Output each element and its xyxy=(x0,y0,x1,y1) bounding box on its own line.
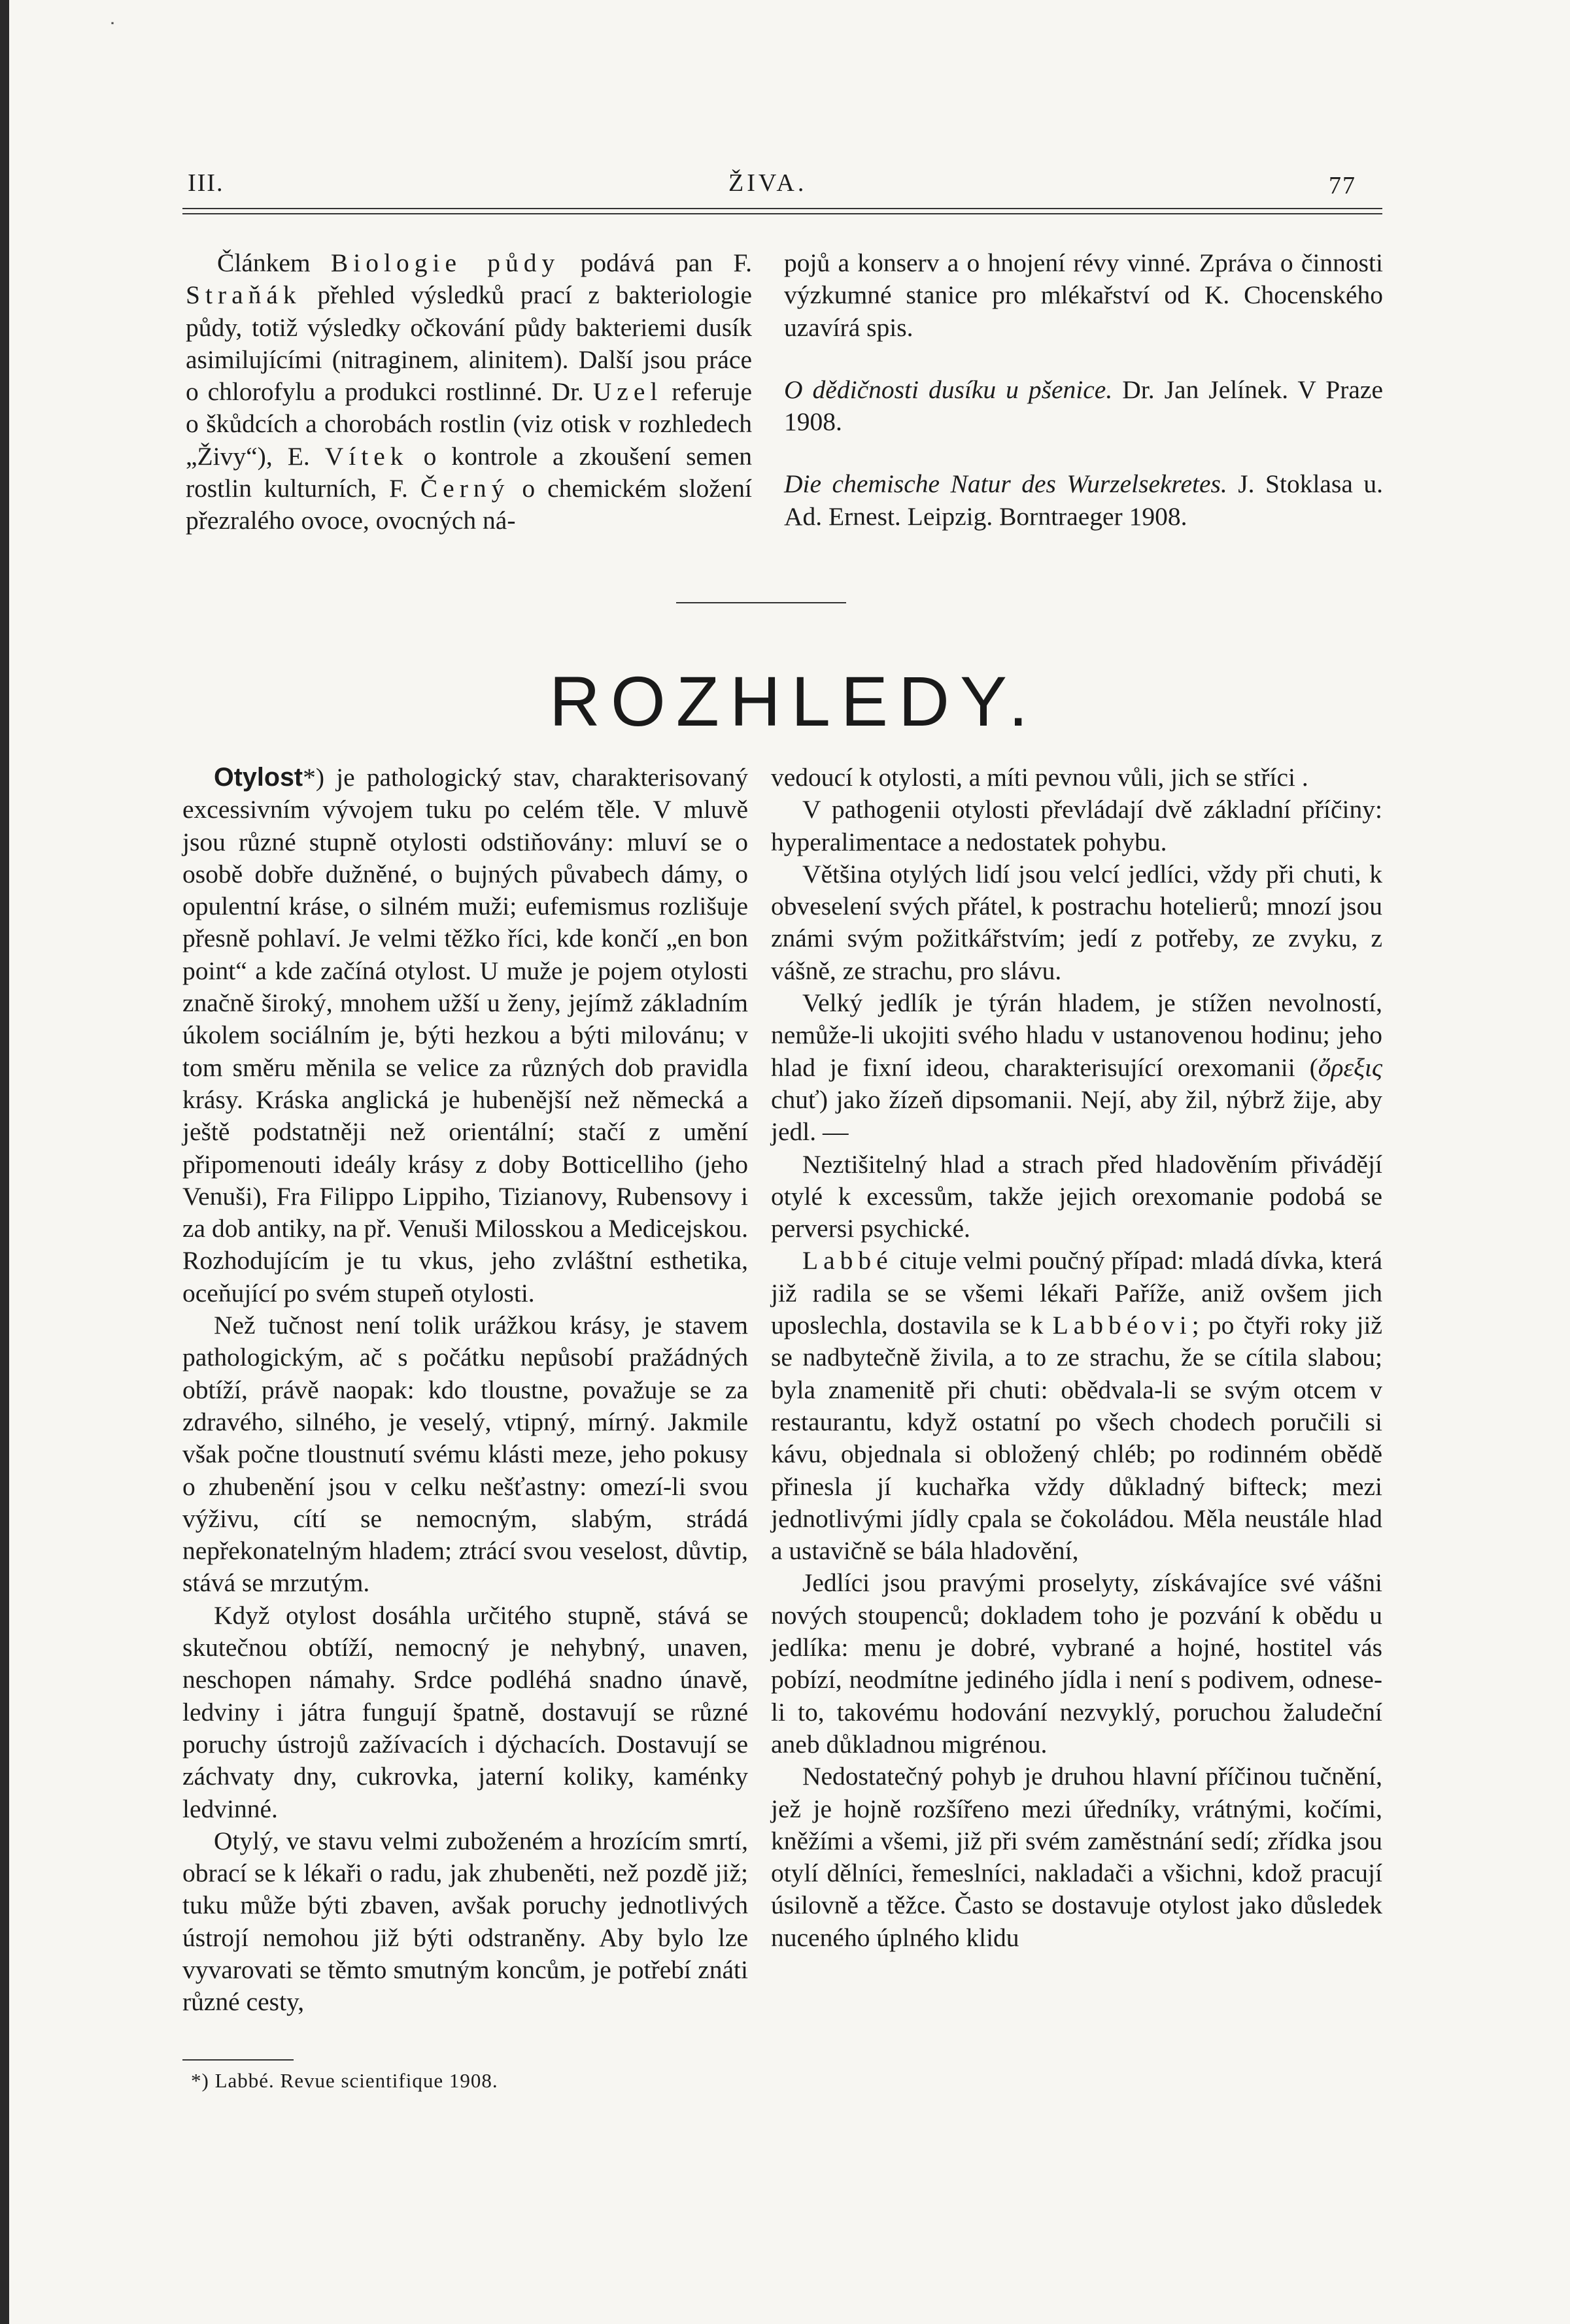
main-left-column xyxy=(182,762,748,2019)
header-rule xyxy=(182,208,1382,214)
paragraph: Nedostatečný pohyb je druhou hlavní příčinou tučnění, jež je hojně rozšířeno mezi úředníky, vrátnými, kočími, kněžími a všemi, již při svém zaměstnání sedí; zřídka jsou otylí dělníci, řemeslníci, nakladači a všichni, kdož pracují úsilovně a těžce. Často se dostavuje otylost jako důsledek nuceného úplného klidu xyxy=(771,1762,1382,1952)
paragraph: Neztišitelný hlad a strach před hladověním přivádějí otylé k excessům, takže jejich orexomanie podobá se perversi psychické. xyxy=(771,1149,1382,1243)
page-number: 77 xyxy=(1329,172,1356,199)
paragraph: Když otylost dosáhla určitého stupně, stává se skutečnou obtíží, nemocný je nehybný, unaven, neschopen námahy. Srdce podléhá snadno únavě, ledviny i játra fungují špatně, dostavují se různé poruchy ústrojů zažívacích i dýchacích. Dostavují se záchvaty dny, cukrovka, jaterní koliky, kaménky ledvinné. xyxy=(182,1600,748,1823)
main-right-column xyxy=(771,762,1382,1954)
scan-mark: ˙ xyxy=(107,18,118,43)
book-entry-1: O dědičnosti dusíku u pšenice. Dr. Jan Jelínek. V Praze 1908. xyxy=(784,375,1383,437)
journal-title: ŽIVA. xyxy=(728,169,808,197)
footnote-rule xyxy=(182,2059,294,2061)
top-right-column xyxy=(784,247,1383,533)
running-header xyxy=(182,162,1382,201)
book-title-1: O dědičnosti dusíku u pšenice. xyxy=(784,375,1113,404)
top-right-paragraph: pojů a konserv a o hnojení révy vinné. Zpráva o činnosti výzkumné stanice pro mlékařství od K. Chocenského uzavírá spis. xyxy=(784,248,1383,342)
scanned-page xyxy=(9,0,1570,2324)
paragraph: vedoucí k otylosti, a míti pevnou vůli, jich se stříci . xyxy=(771,763,1308,792)
book-title-2: Die chemische Natur des Wurzelsekretes. xyxy=(784,469,1227,499)
paragraph: Labbé cituje velmi poučný případ: mladá dívka, která již radila se se všemi lékaři Paříže, aniž ovšem jich uposlechla, dostavila se k Labbéovi; po čtyři roky již se nadbytečně živila, a to ze strachu, že se cítila slabou; byla znamenitě při chuti: obědvala-li se svým otcem v restaurantu, když ostatní po všech chodech poručili si kávu, objednala si obložený chléb; po rodinném obědě přinesla jí kuchařka vždy důkladný bifteck; mezi jednotlivými jídly cpala se čokoládou. Měla neustále hlad a ustavičně se bála hladovění, xyxy=(771,1246,1382,1566)
lead-word: Otylost xyxy=(214,763,303,792)
footnote: *) Labbé. Revue scientifique 1908. xyxy=(191,2069,498,2092)
footnote-marker: *) xyxy=(303,763,324,792)
section-separator xyxy=(676,602,846,603)
paragraph: Otylý, ve stavu velmi zuboženém a hrozícím smrtí, obrací se k lékaři o radu, jak zhubeněti, než pozdě již; tuku může býti zbaven, avšak poruchy jednotlivých ústrojí nemohou již býti odstraněny. Aby bylo lze vyvarovati se těmto smutným koncům, je potřebí znáti různé cesty, xyxy=(182,1826,748,2017)
top-left-column xyxy=(186,247,752,537)
paragraph: Jedlíci jsou pravými proselyty, získávajíce své vášni nových stoupenců; dokladem toho je pozvání k obědu u jedlíka: menu je dobré, vybrané a hojné, hostitel vás pobízí, neodmítne jediného jídla i není s podivem, odnese-li to, takovému hodování nezvyklý, poruchou žaludeční aneb důkladnou migrénou. xyxy=(771,1568,1382,1759)
paragraph-otylost: Otylost*) je pathologický stav, charakterisovaný excessivním vývojem tuku po celém těle. V mluvě jsou různé stupně otylosti odstiňovány: mluví se o osobě dobře dužněné, o bujných půvabech dámy, o opulentní kráse, o silném muži; eufemismus rozlišuje přesně pohlaví. Je velmi těžko říci, kde končí „en bon point“ a kde začíná otylost. U muže je pojem otylosti značně široký, mnohem užší u ženy, jejímž základním úkolem sociálním je, býti hezkou a býti milovánu; v tom směru měnila se velice za různých dob pravidla krásy. Kráska anglická je hubenější než německá a ještě podstatněji než orientální; stačí z umění připomenouti ideály krásy z doby Botticelliho (jeho Venuši), Fra Filippo Lippiho, Tizianovy, Rubensovy i za dob antiky, na př. Venuši Milosskou a Medicejskou. Rozhodujícím je tu vkus, jeho zvláštní esthetika, oceňující po svém stupeň otylosti. xyxy=(182,763,748,1307)
paragraph: Velký jedlík je týrán hladem, je stížen nevolností, nemůže-li ukojiti svého hladu v ustanovenou hodinu; jeho hlad je fixní ideou, charakterisující orexomanii (ὄρεξις chuť) jako žízeň dipsomanii. Nejí, aby žil, nýbrž žije, aby jedl. — xyxy=(771,988,1382,1147)
book-entry-2: Die chemische Natur des Wurzelsekretes. J. Stoklasa u. Ad. Ernest. Leipzig. Borntraeger 1908. xyxy=(784,469,1383,531)
paragraph: Než tučnost není tolik urážkou krásy, je stavem pathologickým, ač s počátku nepůsobí pražádných obtíží, právě naopak: kdo tloustne, považuje se za zdravého, silného, je veselý, vtipný, mírný. Jakmile však počne tloustnutí svému klásti meze, jeho pokusy o zhubenění jsou v celku nešťastny: omezí-li svou výživu, cítí se nemocným, slabým, strádá nepřekonatelným hladem; ztrácí svou veselost, důvtip, stává se mrzutým. xyxy=(182,1311,748,1598)
greek-word: ὄρεξις xyxy=(1318,1053,1382,1082)
top-left-paragraph: Článkem Biologie půdy podává pan F. Straňák přehled výsledků prací z bakteriologie půdy, totiž výsledky očkování půdy bakteriemi dusík asimilujícími (nitraginem, alinitem). Další jsou práce o chlorofylu a produkci rostlinné. Dr. Uzel referuje o škůdcích a chorobách rostlin (viz otisk v rozhledech „Živy“), E. Vítek o kontrole a zkoušení semen rostlin kulturních, F. Černý o chemickém složení přezralého ovoce, ovocných ná- xyxy=(186,248,753,535)
volume-number: III. xyxy=(188,169,224,197)
paragraph: V pathogenii otylosti převládají dvě základní příčiny: hyperalimentace a nedostatek pohybu. xyxy=(771,795,1382,856)
section-title: ROZHLEDY. xyxy=(549,662,1039,741)
paragraph: Většina otylých lidí jsou velcí jedlíci, vždy při chuti, k obveselení svých přátel, k postrachu hotelierů; mnozí jsou známi svým požitkářstvím; jedí z potřeby, ze zvyku, z vášně, ze strachu, pro slávu. xyxy=(771,859,1382,985)
